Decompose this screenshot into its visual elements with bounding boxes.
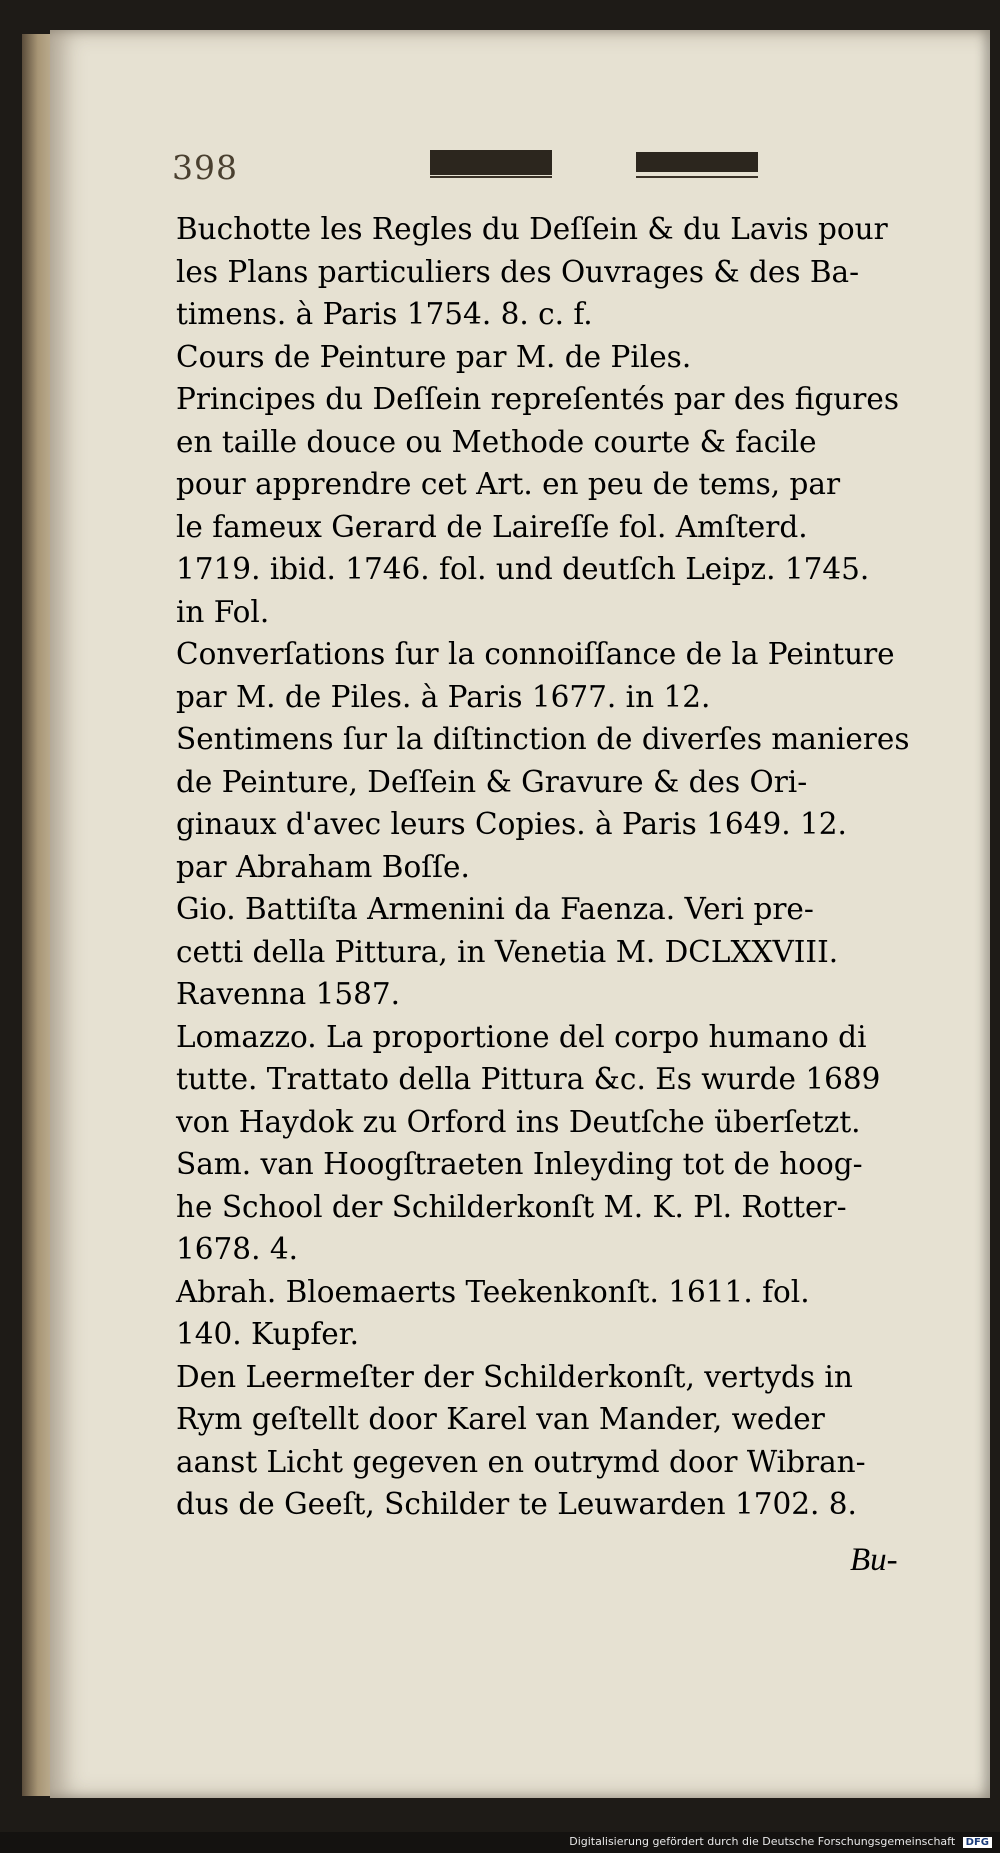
footer-credit-text: Digitalisierung gefördert durch die Deutsche Forschungsgemeinschaft	[569, 1835, 956, 1848]
text-line: timens. à Paris 1754. 8. c. f.	[176, 297, 593, 331]
bibliography-text	[176, 208, 960, 1526]
entry-cours-de-peinture	[176, 336, 960, 379]
entry-bloemaert	[176, 1271, 960, 1356]
entry-buchotte	[176, 208, 960, 336]
header-ornament-right	[636, 152, 758, 172]
text-line: aanst Licht gegeven en outrymd door Wibran-	[176, 1444, 866, 1479]
text-line: 1719. ibid. 1746. fol. und deutſch Leipz. 1745.	[176, 552, 870, 586]
text-line: Principes du Deſſein repreſentés par des figures	[176, 382, 899, 416]
entry-armenini	[176, 888, 960, 1016]
text-line: Abrah. Bloemaerts Teekenkonſt. 1611. fol.	[176, 1274, 810, 1309]
entry-sentimens	[176, 718, 960, 888]
text-line: Ravenna 1587.	[176, 977, 401, 1011]
text-line: Lomazzo. La proportione del corpo humano di	[176, 1019, 867, 1054]
text-line: par Abraham Boſſe.	[176, 849, 470, 884]
text-line: de Peinture, Deſſein & Gravure & des Ori-	[176, 764, 808, 799]
text-line: Rym geſtellt door Karel van Mander, weder	[176, 1402, 825, 1436]
text-line: Converſations ſur la connoiſſance de la Peinture	[176, 637, 895, 671]
text-line: Sam. van Hoogſtraeten Inleyding tot de hoog-	[176, 1147, 863, 1181]
text-line: Buchotte les Regles du Deſſein & du Lavis pour	[176, 212, 888, 246]
text-line: Den Leermeſter der Schilderkonſt, vertyds in	[176, 1359, 853, 1394]
footer-credit	[569, 1835, 992, 1848]
entry-conversations	[176, 633, 960, 718]
dfg-logo: DFG	[963, 1837, 992, 1848]
entry-hoogstraeten	[176, 1143, 960, 1271]
text-line: ginaux d'avec leurs Copies. à Paris 1649. 12.	[176, 807, 847, 841]
text-line: von Haydok zu Orford ins Deutſche überſetzt.	[176, 1104, 861, 1139]
page-number: 398	[172, 148, 238, 187]
entry-principes-du-dessein	[176, 378, 960, 633]
text-line: he School der Schilderkonſt M. K. Pl. Rotter-	[176, 1189, 847, 1224]
catchword: Bu-	[850, 1542, 898, 1578]
text-line: tutte. Trattato della Pittura &c. Es wurde 1689	[176, 1062, 881, 1096]
entry-lomazzo	[176, 1016, 960, 1144]
text-line: Cours de Peinture par M. de Piles.	[176, 339, 692, 374]
text-line: Gio. Battiſta Armenini da Faenza. Veri pre-	[176, 892, 814, 926]
text-line: en taille douce ou Methode courte & facile	[176, 424, 817, 459]
text-line: 140. Kupfer.	[176, 1317, 359, 1351]
header-rule-left	[430, 176, 552, 178]
header-ornament-left	[430, 150, 552, 175]
text-line: dus de Geeſt, Schilder te Leuwarden 1702. 8.	[176, 1487, 857, 1521]
entry-leermester	[176, 1356, 960, 1526]
text-line: le fameux Gerard de Laireſſe fol. Amſterd.	[176, 509, 808, 544]
text-line: cetti della Pittura, in Venetia M. DCLXXVIII.	[176, 934, 839, 969]
header-rule-right	[636, 176, 758, 178]
text-line: Sentimens ſur la diſtinction de diverſes manieres	[176, 722, 910, 756]
text-line: in Fol.	[176, 594, 270, 629]
text-line: 1678. 4.	[176, 1232, 298, 1266]
text-line: pour apprendre cet Art. en peu de tems, par	[176, 467, 841, 501]
text-line: par M. de Piles. à Paris 1677. in 12.	[176, 679, 711, 714]
text-line: les Plans particuliers des Ouvrages & des Ba-	[176, 254, 860, 289]
